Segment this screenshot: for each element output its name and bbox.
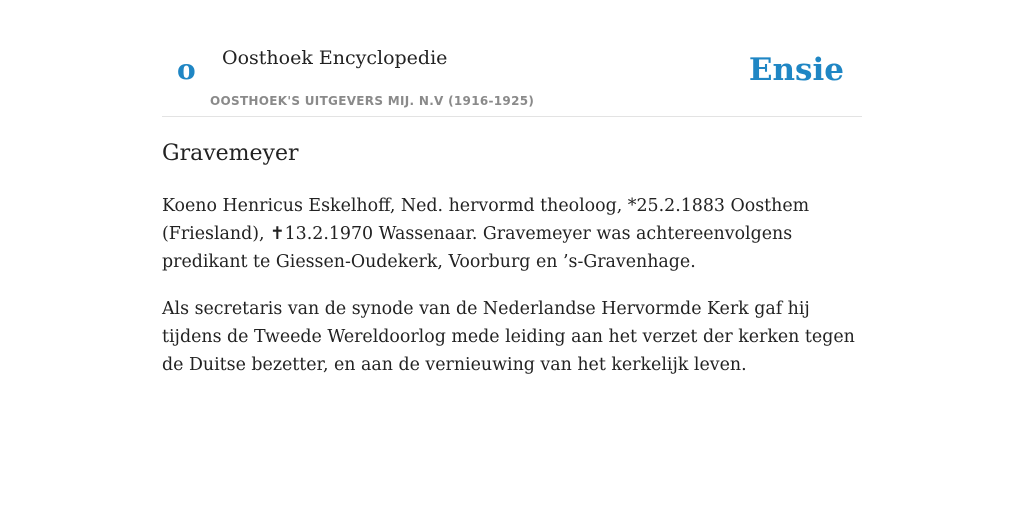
page xyxy=(162,0,862,375)
article-body xyxy=(162,192,862,398)
brand-logo-link[interactable]: Ensie xyxy=(748,52,844,88)
article-title: Gravemeyer xyxy=(162,141,299,166)
article-paragraph: Koeno Henricus Eskelhoff, Ned. hervormd theoloog, *25.2.1883 Oosthem (Friesland), ✝13.2.1970 Wassenaar. Gravemeyer was achtereenvolgens predikant te Giessen-Oudekerk, Voorburg en ’s-Gravenhage. xyxy=(162,196,810,272)
source-subtitle: OOSTHOEK'S UITGEVERS MIJ. N.V (1916-1925) xyxy=(210,94,535,108)
article-paragraph: Als secretaris van de synode van de Nederlandse Hervormde Kerk gaf hij tijdens de Tweede Wereldoorlog mede leiding aan het verzet der kerken tegen de Duitse bezetter, en aan de vernieuwing van het kerkelijk leven. xyxy=(162,299,855,375)
source-title[interactable]: Oosthoek Encyclopedie xyxy=(222,47,448,69)
source-header xyxy=(162,0,862,117)
source-logo[interactable]: o xyxy=(177,53,196,86)
